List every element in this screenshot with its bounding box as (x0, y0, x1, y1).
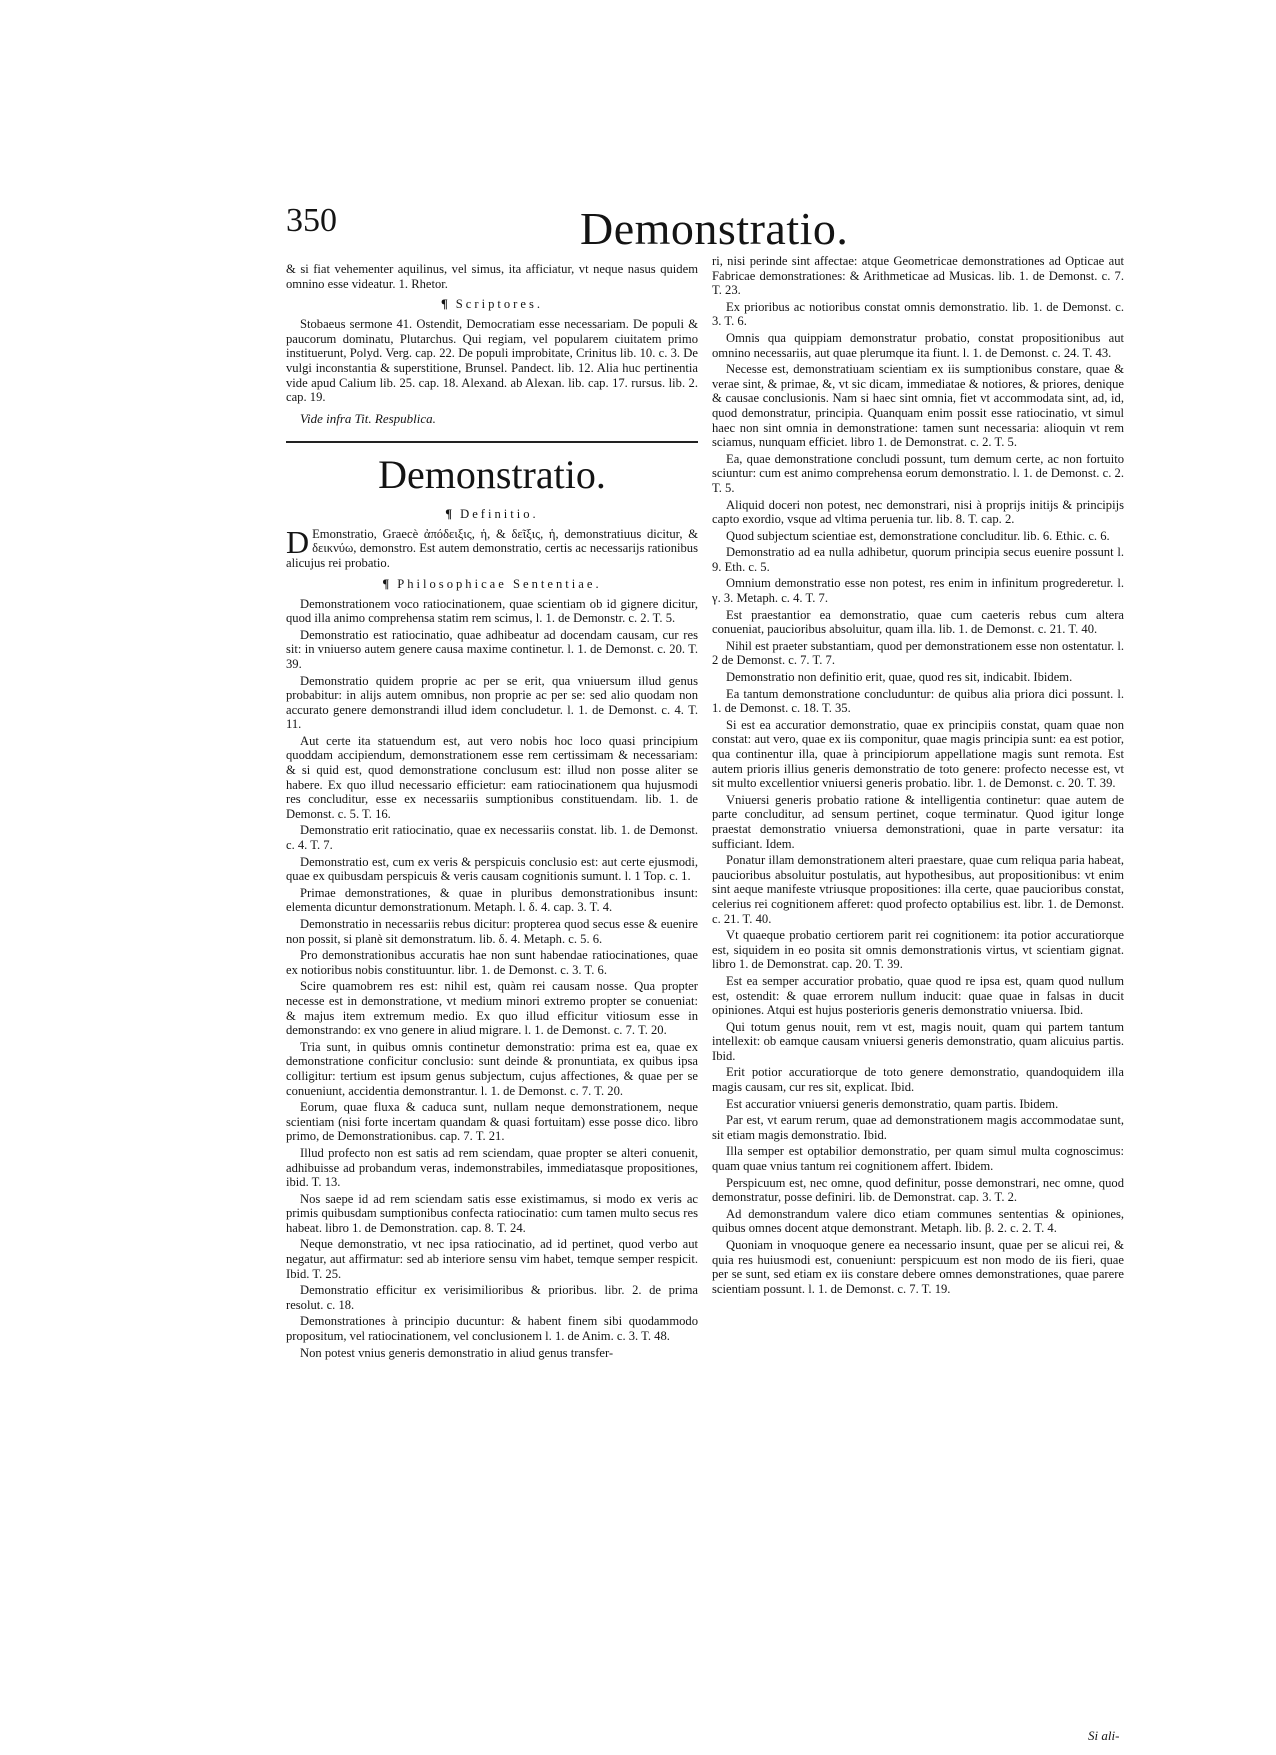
sententia-paragraph: Demonstrationes à principio ducuntur: & habent finem sibi quodammodo propositum, vel ratiocinationem, vel conclusionem l. 1. de Anim. c. 3. T. 48. (286, 1314, 698, 1344)
page-number: 350 (286, 202, 337, 239)
sententia-paragraph: Illa semper est optabilior demonstratio, per quam simul multa cognoscimus: quam quae vnius tantum rei cognitionem affert. Ibidem. (712, 1144, 1124, 1174)
sententia-paragraph: Demonstratio erit ratiocinatio, quae ex necessariis constat. lib. 1. de Demonst. c. 4. T. 7. (286, 823, 698, 853)
sententia-paragraph: Scire quamobrem res est: nihil est, quàm rei causam nosse. Qua propter necesse est in demonstratione, vt medium minori extremo propter se conueniat: & majus item extremum medio. Ex quo illud efficitur vitiosum esse in demonstrando: ex vno genere in aliud migrare. l. 1. de Demonst. c. 7. T. 20. (286, 979, 698, 1038)
main-heading: Demonstratio. (378, 451, 606, 497)
sententia-paragraph: Nos saepe id ad rem sciendam satis esse existimamus, si modo ex veris ac primis quibusdam sumptionibus confecta ratiocinatio: cum tamen multo secus res habeat. libro 1. de Demonstration. cap. 8. T. 24. (286, 1191, 698, 1235)
sententia-paragraph: Est praestantior ea demonstratio, quae cum caeteris rebus cum altera conueniat, paucioribus absoluitur, quam illa. lib. 1. de Demonst. c. 21. T. 40. (712, 607, 1124, 637)
sententia-paragraph: Ea tantum demonstratione concluduntur: de quibus alia priora dici possunt. l. 1. de Demonst. c. 18. T. 35. (712, 686, 1124, 716)
sententia-paragraph: Ponatur illam demonstrationem alteri praestare, quae cum reliqua paria habeat, paucioribus absoluitur postulatis, aut hypothesibus, aut propositionibus: vt enim sint aeque manifeste vtriusque propositiones: illa certe, quae paucioribus constat, celerius rei cognitionem afferet: quod profecto optabilius est. libr. 1. de Demonst. c. 21. T. 40. (712, 853, 1124, 926)
sententia-paragraph: Demonstratio ad ea nulla adhibetur, quorum principia secus euenire possunt l. 9. Eth. c. 5. (712, 545, 1124, 574)
sententia-paragraph: Quod subjectum scientiae est, demonstratione concluditur. lib. 6. Ethic. c. 6. (726, 528, 1110, 543)
sententia-paragraph: Aliquid doceri non potest, nec demonstrari, nisi à proprijs initijs & principijs capto exordio, vsque ad vltima peruenia tur. lib. 8. T. cap. 2. (712, 497, 1124, 527)
catchword: Si ali- (1088, 1728, 1120, 1743)
sententia-paragraph: Demonstratio non definitio erit, quae, quod res sit, indicabit. Ibidem. (726, 670, 1073, 685)
sententia-paragraph: Si est ea accuratior demonstratio, quae ex principiis constat, quam quae non constat: aut vero, quae ex iis componitur, quae magis principia sunt: ea est potior, qua continentur illa, quae à principiorum appellatione magis sunt remota. Est autem prioris illius generis demonstratio de toto genere: profecto necesse est, vt sit multo excellentior vniuersi generis probatio. libr. 1. de Demonst. c. 20. T. 39. (712, 717, 1124, 791)
sententia-paragraph: Vniuersi generis probatio ratione & intelligentia continetur: quae autem de parte concluditur, ad sensum pertinet, coque terminatur. Quod igitur longe praestat demonstratio vniuersa demonstrationi, quae in parte versatur: ita sufficiant. Idem. (712, 792, 1124, 851)
sententia-paragraph: Est ea semper accuratior probatio, quae quod re ipsa est, quam quod nullum est, ostendit: & quae errorem nullum inducit: quae quae in falsas in ducit opiniones. Atqui est hujus posterioris generis demonstratio vniuersa. Ibid. (712, 973, 1124, 1018)
sententia-paragraph: Nihil est praeter substantiam, quod per demonstrationem esse non ostentatur. l. 2 de Demonst. c. 7. T. 7. (712, 638, 1124, 668)
sententia-paragraph: Par est, vt earum rerum, quae ad demonstrationem magis accommodatae sunt, sit etiam magis demonstratio. Ibid. (712, 1113, 1124, 1142)
scriptores-heading: ¶ Scriptores. (440, 297, 544, 312)
section-mark-icon: ¶ (440, 297, 448, 312)
sententia-paragraph: Neque demonstratio, vt nec ipsa ratiocinatio, ad id pertinet, quod verbo aut negatur, aut affirmatur: sed ab interiore sensu vim habet, temque semper respicit. Ibid. T. 25. (286, 1237, 698, 1281)
definitio-paragraph (286, 523, 698, 571)
section-divider (286, 441, 698, 443)
carryover-text: & si fiat vehementer aquilinus, vel simus, ita afficiatur, vt neque nasus quidem omnino esse videatur. 1. Rhetor. (286, 262, 698, 291)
sententia-paragraph: Necesse est, demonstratiuam scientiam ex iis sumptionibus constare, quae & verae sint, & primae, &, vt sic dicam, immediatae & notiores, & priores, denique & causae conclusionis. Nam si haec sint omnia, fiet vt accommodata sint, ad, id, quod demonstratur, principia. Quanquam enim possit esse ratiocinatio, vt simul haec non sint omnia in demonstratione: tamen sunt necessaria: alioquin vt rem sciamus, nunquam efficiet. libro 1. de Demonstrat. c. 2. T. 5. (712, 362, 1124, 450)
running-title: Demonstratio. (580, 203, 849, 254)
sententia-paragraph: Est accuratior vniuersi generis demonstratio, quam partis. Ibidem. (726, 1096, 1059, 1111)
sententia-paragraph: Demonstratio est ratiocinatio, quae adhibeatur ad docendam causam, cur res sit: in vniuerso autem genere causa maxime continetur. l. 1. de Demonst. c. 20. T. 39. (286, 627, 698, 671)
section-mark-icon: ¶ (445, 506, 453, 521)
left-column (286, 262, 698, 1742)
right-column (712, 254, 1124, 1734)
sententia-paragraph: Ea, quae demonstratione concludi possunt, tum demum certe, ac non fortuito sciuntur: cum est animo comprehensa eorum demonstratio. l. 1. de Demonst. c. 2. T. 5. (712, 451, 1124, 495)
sententia-paragraph: Ex prioribus ac notioribus constat omnis demonstratio. lib. 1. de Demonst. c. 3. T. 6. (712, 299, 1124, 329)
sententia-paragraph: Aut certe ita statuendum est, aut vero nobis hoc loco quasi principium quoddam accipiendum, demonstrationem esse rem certissimam & necessariam: & si quid est, quod demonstratione conclusum est: illud non posse aliter se habere. Ex quo illud necessario efficietur: eam ratiocinationem qua hujusmodi res concluditur, esse ex necessariis sumptionibus constituendam. lib. 1. de Demonst. c. 5. T. 16. (286, 733, 698, 821)
sententia-paragraph: Perspicuum est, nec omne, quod definitur, posse demonstrari, nec omne, quod demonstratur, posse definiri. lib. de Demonstrat. cap. 3. T. 2. (712, 1175, 1124, 1205)
sententia-paragraph: Illud profecto non est satis ad rem sciendam, quae propter se alteri conuenit, adhibuisse ad probandum veras, indemonstrabiles, immediatasque propositiones, ibid. T. 13. (286, 1145, 698, 1190)
definitio-heading: ¶ Definitio. (445, 506, 539, 521)
continuation-paragraph: ri, nisi perinde sint affectae: atque Geometricae demonstrationes ad Opticae aut Fabricae demonstrationes: & Arithmeticae ad Musicas. lib. 1. de Demonst. c. 7. T. 23. (712, 254, 1124, 298)
sententia-paragraph: Demonstratio efficitur ex verisimilioribus & prioribus. libr. 2. de prima resolut. c. 18. (286, 1283, 698, 1312)
drop-initial: D (286, 523, 310, 560)
sententia-paragraph: Omnis qua quippiam demonstratur probatio, constat propositionibus aut omnino necessariis, aut quae plerumque ita fiunt. l. 1. de Demonst. c. 24. T. 43. (712, 330, 1124, 360)
sententia-paragraph: Omnium demonstratio esse non potest, res enim in infinitum progrederetur. l. γ. 3. Metaph. c. 4. T. 7. (712, 576, 1124, 606)
sententia-paragraph: Demonstratio est, cum ex veris & perspicuis conclusio est: aut certe ejusmodi, quae ex quibusdam perspicuis & veris causam cognitionis sumunt. l. 1 Top. c. 1. (286, 854, 698, 884)
definitio-text: Emonstratio, Graecè ἀπόδειξις, ἡ, & δεῖξις, ἡ, demonstratiuus dicitur, & δεικνύω, demonstro. Est autem demonstratio, certis ac necessarijs rationibus alicujus rei probatio. (286, 526, 698, 570)
sententia-paragraph: Quoniam in vnoquoque genere ea necessario insunt, quae per se alicui rei, & quia res huiusmodi est, conueniunt: perspicuum est non modo de iis fieri, quae per se sunt, sed etiam ex iis constare debere omnes demonstrationes, quae parere scientiam possunt. l. 1. de Demonst. c. 7. T. 19. (712, 1238, 1124, 1296)
sententia-paragraph: Qui totum genus nouit, rem vt est, magis nouit, quam qui partem tantum intellexit: ob eamque causam vniuersi generis demonstratio, quam alicuius partis. Ibid. (712, 1019, 1124, 1063)
sententia-paragraph: Demonstratio quidem proprie ac per se erit, qua vniuersum illud genus probabitur: in alijs autem omnibus, non proprie ac per se: sed alio quodam non accurato genere demonstrandi illud idem concludetur. l. 1. de Demonst. c. 4. T. 11. (286, 673, 698, 732)
sententia-paragraph: Eorum, quae fluxa & caduca sunt, nullam neque demonstrationem, neque scientiam (nisi forte incertam quandam & quasi fortuitam) esse posse dico. libro primo, de Demonstrationibus. cap. 7. T. 21. (286, 1100, 698, 1144)
sententia-paragraph: Ad demonstrandum valere dico etiam communes sententias & opiniones, quibus omnes docent atque demonstrant. Metaph. lib. β. 2. c. 2. T. 4. (712, 1206, 1124, 1236)
sententia-paragraph: Demonstrationem voco ratiocinationem, quae scientiam ob id gignere dicitur, quod illa animo comprehensa statim rem scimus, l. 1. de Demonstr. c. 2. T. 5. (286, 596, 698, 626)
see-also-reference: Vide infra Tit. Respublica. (300, 410, 436, 426)
sententia-paragraph: Vt quaeque probatio certiorem parit rei cognitionem: ita potior accuratiorque est, siquidem in eo posita sit omnis demonstrationis virtus, vt scientiam gignat. libro 1. de Demonstrat. cap. 20. T. 39. (712, 928, 1124, 972)
section-mark-icon: ¶ (382, 576, 390, 591)
sententia-paragraph: Non potest vnius generis demonstratio in aliud genus transfer- (300, 1345, 614, 1360)
sententia-paragraph: Tria sunt, in quibus omnis continetur demonstratio: prima est ea, quae ex demonstratione conficitur conclusio: sunt deinde & pronuntiata, ex quibus ipsa colligitur: tertium est ipsum genus subjectum, cujus affectiones, & quae per se conueniunt, accidentia demonstrantur. l. 1. de Demonst. c. 7. T. 20. (286, 1039, 698, 1098)
sententia-paragraph: Pro demonstrationibus accuratis hae non sunt habendae ratiocinationes, quae ex notioribus nobis constituuntur. libr. 1. de Demonst. c. 3. T. 6. (286, 948, 698, 977)
sententia-paragraph: Erit potior accuratiorque de toto genere demonstratio, quandoquidem illa magis causam, cur res sit, explicat. Ibid. (712, 1065, 1124, 1095)
philosophicae-heading: ¶ Philosophicae Sententiae. (382, 576, 602, 591)
sententia-paragraph: Primae demonstrationes, & quae in pluribus demonstrationibus insunt: elementa dicuntur demonstrationum. Metaph. l. δ. 4. cap. 3. T. 4. (286, 885, 698, 915)
scriptores-text: Stobaeus sermone 41. Ostendit, Democratiam esse necessariam. De populi & paucorum dominatu, Plutarchus. Qui regiam, vel popularem ciuitatem primo instituerunt, Polyd. Verg. cap. 22. De populi improbitate, Crinitus lib. 10. c. 3. De vulgi inconstantia & superstitione, Brunsel. Pandect. lib. 12. Alia huc pertinentia vide apud Calium lib. 25. cap. 18. Alexand. ab Alexan. lib. cap. 17. rursus. lib. 2. cap. 19. (286, 317, 698, 405)
sententia-paragraph: Demonstratio in necessariis rebus dicitur: propterea quod secus esse & euenire non possit, si planè sit demonstratum. lib. δ. 4. Metaph. c. 5. 6. (286, 917, 698, 946)
